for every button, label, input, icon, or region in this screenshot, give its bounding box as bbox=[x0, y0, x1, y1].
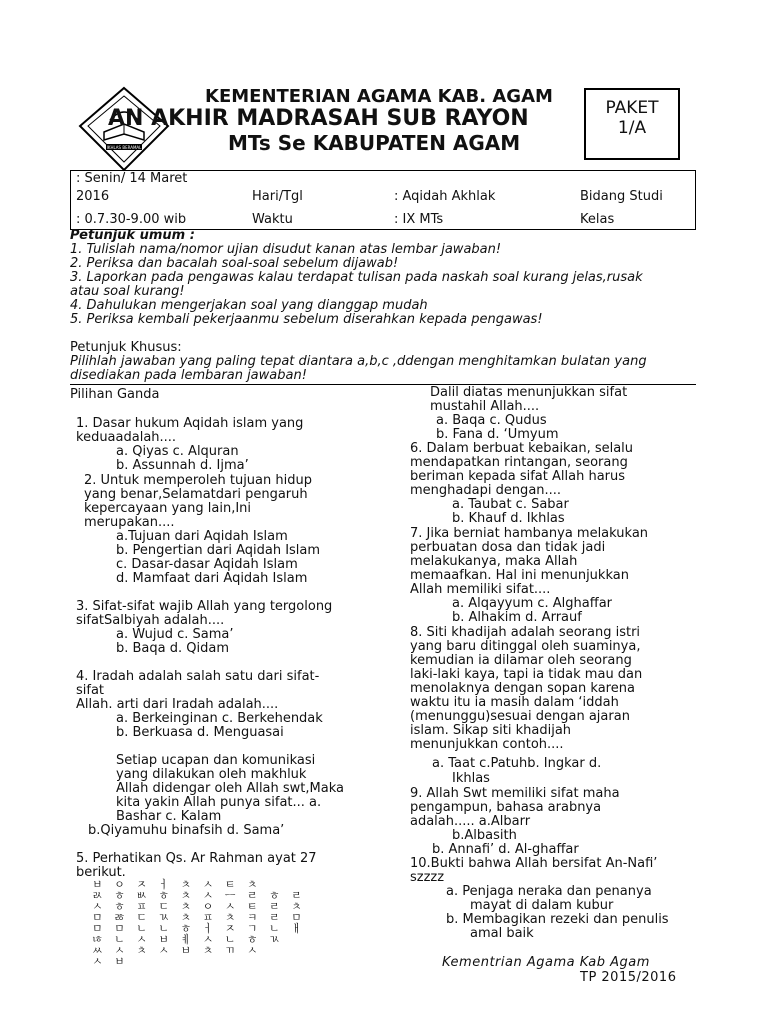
footer-institution: Kementrian Agama Kab Agam bbox=[442, 955, 650, 970]
header-school: MTs Se KABUPATEN AGAM bbox=[228, 131, 521, 155]
question-6: 6. Dalam berbuat kebaikan, selalu bbox=[410, 441, 634, 456]
q5-options-ac: a. Baqa c. Qudus bbox=[436, 413, 547, 428]
paket-box bbox=[584, 88, 680, 160]
info-label-day: Hari/Tgl bbox=[252, 189, 303, 204]
q4-options-ac: a. Berkeinginan c. Berkehendak bbox=[116, 711, 323, 726]
question-7: 7. Jika berniat hambanya melakukan bbox=[410, 526, 649, 541]
q2-option-a: a.Tujuan dari Aqidah Islam bbox=[116, 529, 288, 544]
question-8-cont5: waktu itu ia masih dalam ‘iddah bbox=[410, 695, 619, 710]
verse-line: ㄽ ㅎ ㅄ ㅎ ㅊ ㅅ ㅡ ㄹ ㅎ ㄹ bbox=[92, 889, 306, 902]
question-8-cont1: yang baru ditinggal oleh suaminya, bbox=[410, 639, 641, 654]
question-4b: Setiap ucapan dan komunikasi bbox=[116, 753, 316, 768]
question-1: 1. Dasar hukum Aqidah islam yang bbox=[76, 416, 304, 431]
q10-option-b-cont: amal baik bbox=[470, 926, 534, 941]
question-4b-cont1: yang dilakukan oleh makhluk bbox=[116, 767, 307, 782]
question-9-cont1: pengampun, bahasa arabnya bbox=[410, 800, 602, 815]
q4b-options-ac: Bashar c. Kalam bbox=[116, 809, 222, 824]
q10-option-a: a. Penjaga neraka dan penanya bbox=[446, 884, 652, 899]
question-7-cont4: Allah memiliki sifat.... bbox=[410, 582, 551, 597]
question-2-cont1: yang benar,Selamatdari pengaruh bbox=[84, 487, 308, 502]
info-label-time: Waktu bbox=[252, 212, 293, 227]
info-subject: : Aqidah Akhlak bbox=[394, 189, 496, 204]
q2-option-d: d. Mamfaat dari Aqidah Islam bbox=[116, 571, 308, 586]
q8-option-d: Ikhlas bbox=[452, 771, 490, 786]
question-9: 9. Allah Swt memiliki sifat maha bbox=[410, 786, 620, 801]
general-instruction-1: 1. Tulislah nama/nomor ujian disudut kanan atas lembar jawaban! bbox=[70, 242, 502, 257]
question-8: 8. Siti khadijah adalah seorang istri bbox=[410, 625, 641, 640]
specific-instruction-line1: Pilihlah jawaban yang paling tepat diantara a,b,c ,ddengan menghitamkan bulatan yang bbox=[70, 354, 647, 369]
question-10: 10.Bukti bahwa Allah bersifat An-Nafi’ bbox=[410, 856, 658, 871]
question-4b-cont2: Allah didengar oleh Allah swt,Maka bbox=[116, 781, 344, 796]
question-8-cont7: islam. Sikap siti khadijah bbox=[410, 723, 572, 738]
q1-options-ac: a. Qiyas c. Alquran bbox=[116, 444, 239, 459]
verse-line: ㅅ ㅂ bbox=[92, 955, 129, 968]
question-7-cont3: memaafkan. Hal ini menunjukkan bbox=[410, 568, 629, 583]
question-8-cont2: kemudian ia dilamar oleh seorang bbox=[410, 653, 632, 668]
q7-options-ac: a. Alqayyum c. Alghaffar bbox=[452, 596, 613, 611]
info-label-class: Kelas bbox=[580, 212, 615, 227]
question-4: 4. Iradah adalah salah satu dari sifat- bbox=[76, 669, 320, 684]
question-2-cont2: kepercayaan yang lain,Ini bbox=[84, 501, 252, 516]
q9-options-bd: b. Annafi’ d. Al-ghaffar bbox=[432, 842, 579, 857]
question-6-cont1: mendapatkan rintangan, seorang bbox=[410, 455, 628, 470]
q5-options-bd: b. Fana d. ‘Umyum bbox=[436, 427, 559, 442]
q3-options-ac: a. Wujud c. Sama’ bbox=[116, 627, 234, 642]
question-2-cont3: merupakan.... bbox=[84, 515, 175, 530]
question-9-cont2: adalah..... a.Albarr bbox=[410, 814, 531, 829]
q2-option-b: b. Pengertian dari Aqidah Islam bbox=[116, 543, 321, 558]
svg-text:IKHLAS BERAMAL: IKHLAS BERAMAL bbox=[106, 145, 142, 150]
header-ministry: KEMENTERIAN AGAMA KAB. AGAM bbox=[205, 86, 553, 107]
question-6-cont2: beriman kepada sifat Allah harus bbox=[410, 469, 626, 484]
question-4b-cont3: kita yakin Allah punya sifat... a. bbox=[116, 795, 322, 810]
question-1-cont: keduaadalah.... bbox=[76, 430, 177, 445]
q9-option-b: b.Albasith bbox=[452, 828, 517, 843]
q5-stem-cont: mustahil Allah.... bbox=[430, 399, 540, 414]
question-7-cont1: perbuatan dosa dan tidak jadi bbox=[410, 540, 606, 555]
info-label-subject: Bidang Studi bbox=[580, 189, 663, 204]
q6-options-ac: a. Taubat c. Sabar bbox=[452, 497, 569, 512]
header-exam-name: AN AKHIR MADRASAH SUB RAYON bbox=[108, 106, 529, 131]
q6-options-bd: b. Khauf d. Ikhlas bbox=[452, 511, 565, 526]
general-instruction-3b: atau soal kurang! bbox=[70, 284, 185, 299]
general-instruction-5: 5. Periksa kembali pekerjaanmu sebelum diserahkan kepada pengawas! bbox=[70, 312, 543, 327]
q7-options-bd: b. Alhakim d. Arrauf bbox=[452, 610, 582, 625]
question-5-cont: berikut. bbox=[76, 865, 126, 880]
question-2: 2. Untuk memperoleh tujuan hidup bbox=[84, 473, 312, 488]
q1-options-bd: b. Assunnah d. Ijma’ bbox=[116, 458, 249, 473]
paket-code: 1/A bbox=[617, 118, 647, 138]
general-instruction-2: 2. Periksa dan bacalah soal-soal sebelum dijawab! bbox=[70, 256, 399, 271]
q8-options: a. Taat c.Patuhb. Ingkar d. bbox=[432, 756, 602, 771]
q10-option-b: b. Membagikan rezeki dan penulis bbox=[446, 912, 669, 927]
section-heading: Pilihan Ganda bbox=[70, 387, 160, 402]
verse-line: ㅅ ㅎ ㅍ ㄷ ㅊ ㅇ ㅅ ㅌ ㄹ ㅊ bbox=[92, 900, 306, 913]
specific-instructions-title: Petunjuk Khusus: bbox=[70, 340, 182, 355]
general-instruction-3: 3. Laporkan pada pengawas kalau terdapat tulisan pada naskah soal kurang jelas,rusak bbox=[70, 270, 643, 285]
question-4-cont2: Allah. arti dari Iradah adalah.... bbox=[76, 697, 279, 712]
verse-line: ㅁ ㅁ ㄴ ㄴ ㅎ ㅓ ㅈ ㄱ ㄴ ㅐ bbox=[92, 922, 306, 935]
question-8-cont6: (menunggu)sesuai dengan ajaran bbox=[410, 709, 630, 724]
general-instructions-title: Petunjuk umum : bbox=[70, 228, 195, 243]
specific-instruction-line2: disediakan pada lembaran jawaban! bbox=[70, 368, 307, 383]
q4-options-bd: b. Berkuasa d. Menguasai bbox=[116, 725, 284, 740]
verse-line: ㅂ ㅇ ㅈ ㅓ ㅊ ㅅ ㅌ ㅊ bbox=[92, 878, 262, 891]
verse-line: ㅁ ㅀ ㄷ ㄳ ㅊ ㅍ ㅊ ㅋ ㄹ ㅁ bbox=[92, 911, 306, 924]
question-7-cont2: melakukanya, maka Allah bbox=[410, 554, 578, 569]
info-year: 2016 bbox=[76, 189, 110, 204]
question-4-cont1: sifat bbox=[76, 683, 105, 698]
q5-stem: Dalil diatas menunjukkan sifat bbox=[430, 385, 628, 400]
q2-option-c: c. Dasar-dasar Aqidah Islam bbox=[116, 557, 298, 572]
info-time: : 0.7.30-9.00 wib bbox=[76, 212, 187, 227]
question-8-cont4: menolaknya dengan sopan karena bbox=[410, 681, 635, 696]
paket-label: PAKET bbox=[605, 98, 659, 118]
question-3-cont: sifatSalbiyah adalah.... bbox=[76, 613, 225, 628]
question-8-cont8: menunjukkan contoh.... bbox=[410, 737, 564, 752]
question-8-cont3: laki-laki kaya, tapi ia tidak mau dan bbox=[410, 667, 643, 682]
question-3: 3. Sifat-sifat wajib Allah yang tergolong bbox=[76, 599, 333, 614]
info-class: : IX MTs bbox=[394, 212, 444, 227]
verse-line: ㄶ ㄴ ㅅ ㅂ ㅖ ㅅ ㄴ ㅎ ㄳ bbox=[92, 933, 284, 946]
q3-options-bd: b. Baqa d. Qidam bbox=[116, 641, 229, 656]
info-date: : Senin/ 14 Maret bbox=[76, 171, 188, 186]
q4b-options-bd: b.Qiyamuhu binafsih d. Sama’ bbox=[88, 823, 285, 838]
verse-line: ㅆ ㅅ ㅊ ㅅ ㅂ ㅊ ㄲ ㅅ bbox=[92, 944, 262, 957]
question-5: 5. Perhatikan Qs. Ar Rahman ayat 27 bbox=[76, 851, 317, 866]
footer-year: TP 2015/2016 bbox=[580, 970, 677, 985]
general-instruction-4: 4. Dahulukan mengerjakan soal yang dianggap mudah bbox=[70, 298, 428, 313]
question-10-cont: szzzz bbox=[410, 870, 445, 885]
q10-option-a-cont: mayat di dalam kubur bbox=[470, 898, 614, 913]
question-6-cont3: menghadapi dengan.... bbox=[410, 483, 562, 498]
